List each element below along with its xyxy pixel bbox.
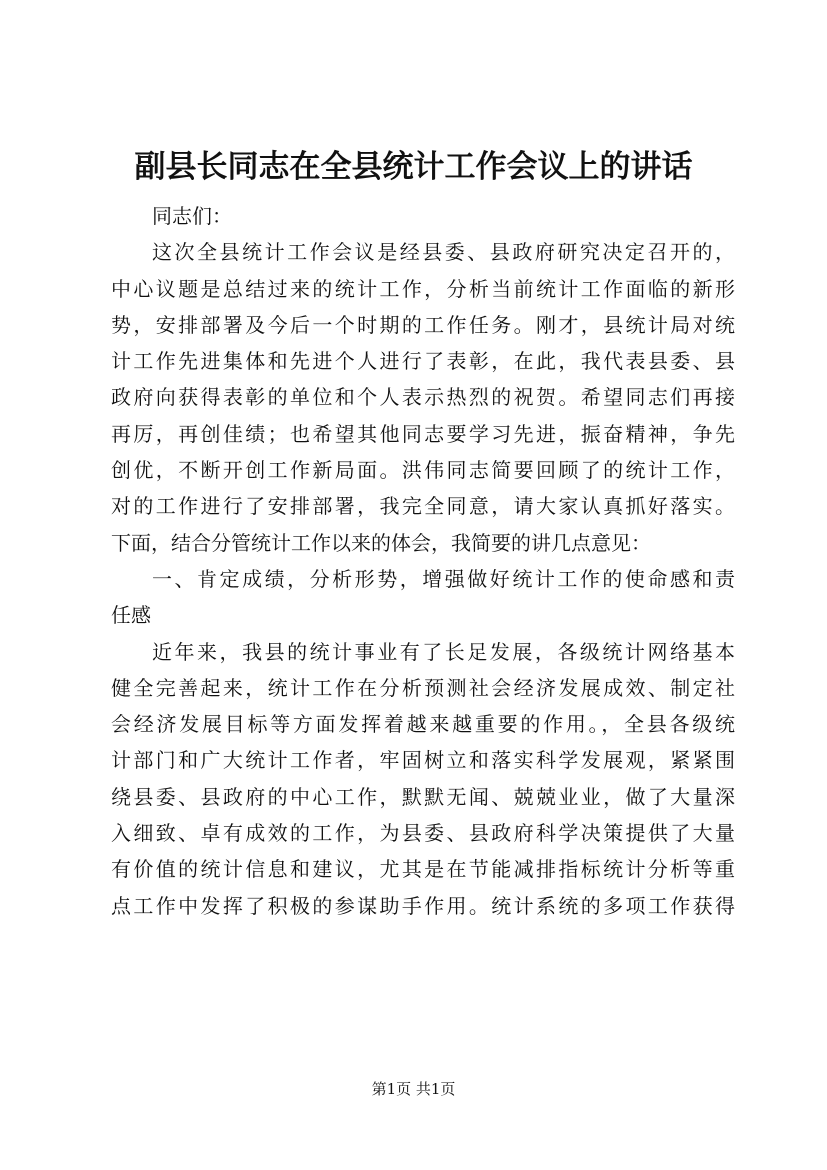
paragraph-line: 再厉，再创佳绩；也希望其他同志要学习先进，振奋精神，争先 <box>111 421 735 446</box>
paragraph-line: 计工作先进集体和先进个人进行了表彰，在此，我代表县委、县 <box>111 349 735 374</box>
page-number-footer: 第1页 共1页 <box>371 1080 456 1098</box>
paragraph-line: 绕县委、县政府的中心工作，默默无闻、兢兢业业，做了大量深 <box>111 784 735 809</box>
section-heading-line: 一、肯定成绩，分析形势，增强做好统计工作的使命感和责 <box>152 566 735 591</box>
paragraph-line: 势，安排部署及今后一个时期的工作任务。刚才，县统计局对统 <box>111 312 735 337</box>
paragraph-line: 会经济发展目标等方面发挥着越来越重要的作用。，全县各级统 <box>111 712 735 737</box>
paragraph-line: 入细致、卓有成效的工作，为县委、县政府科学决策提供了大量 <box>111 821 735 846</box>
paragraph-line: 这次全县统计工作会议是经县委、县政府研究决定召开的， <box>152 240 735 265</box>
document-body <box>111 198 735 924</box>
paragraph-line: 中心议题是总结过来的统计工作，分析当前统计工作面临的新形 <box>111 276 735 301</box>
section-heading-line: 任感 <box>111 603 151 628</box>
paragraph-line: 创优，不断开创工作新局面。洪伟同志简要回顾了的统计工作， <box>111 458 735 483</box>
paragraph-line: 对的工作进行了安排部署，我完全同意，请大家认真抓好落实。 <box>111 494 735 519</box>
document-title: 副县长同志在全县统计工作会议上的讲话 <box>134 149 693 185</box>
paragraph-line: 近年来，我县的统计事业有了长足发展，各级统计网络基本 <box>152 639 735 664</box>
salutation-line: 同志们： <box>152 204 232 228</box>
paragraph-line: 健全完善起来，统计工作在分析预测社会经济发展成效、制定社 <box>111 675 735 700</box>
paragraph-line: 点工作中发挥了积极的参谋助手作用。统计系统的多项工作获得 <box>111 893 735 918</box>
paragraph-line: 下面，结合分管统计工作以来的体会，我简要的讲几点意见： <box>111 530 651 555</box>
paragraph-line: 政府向获得表彰的单位和个人表示热烈的祝贺。希望同志们再接 <box>111 385 735 410</box>
paragraph-line: 计部门和广大统计工作者，牢固树立和落实科学发展观，紧紧围 <box>111 748 735 773</box>
paragraph-line: 有价值的统计信息和建议，尤其是在节能减排指标统计分析等重 <box>111 857 735 882</box>
